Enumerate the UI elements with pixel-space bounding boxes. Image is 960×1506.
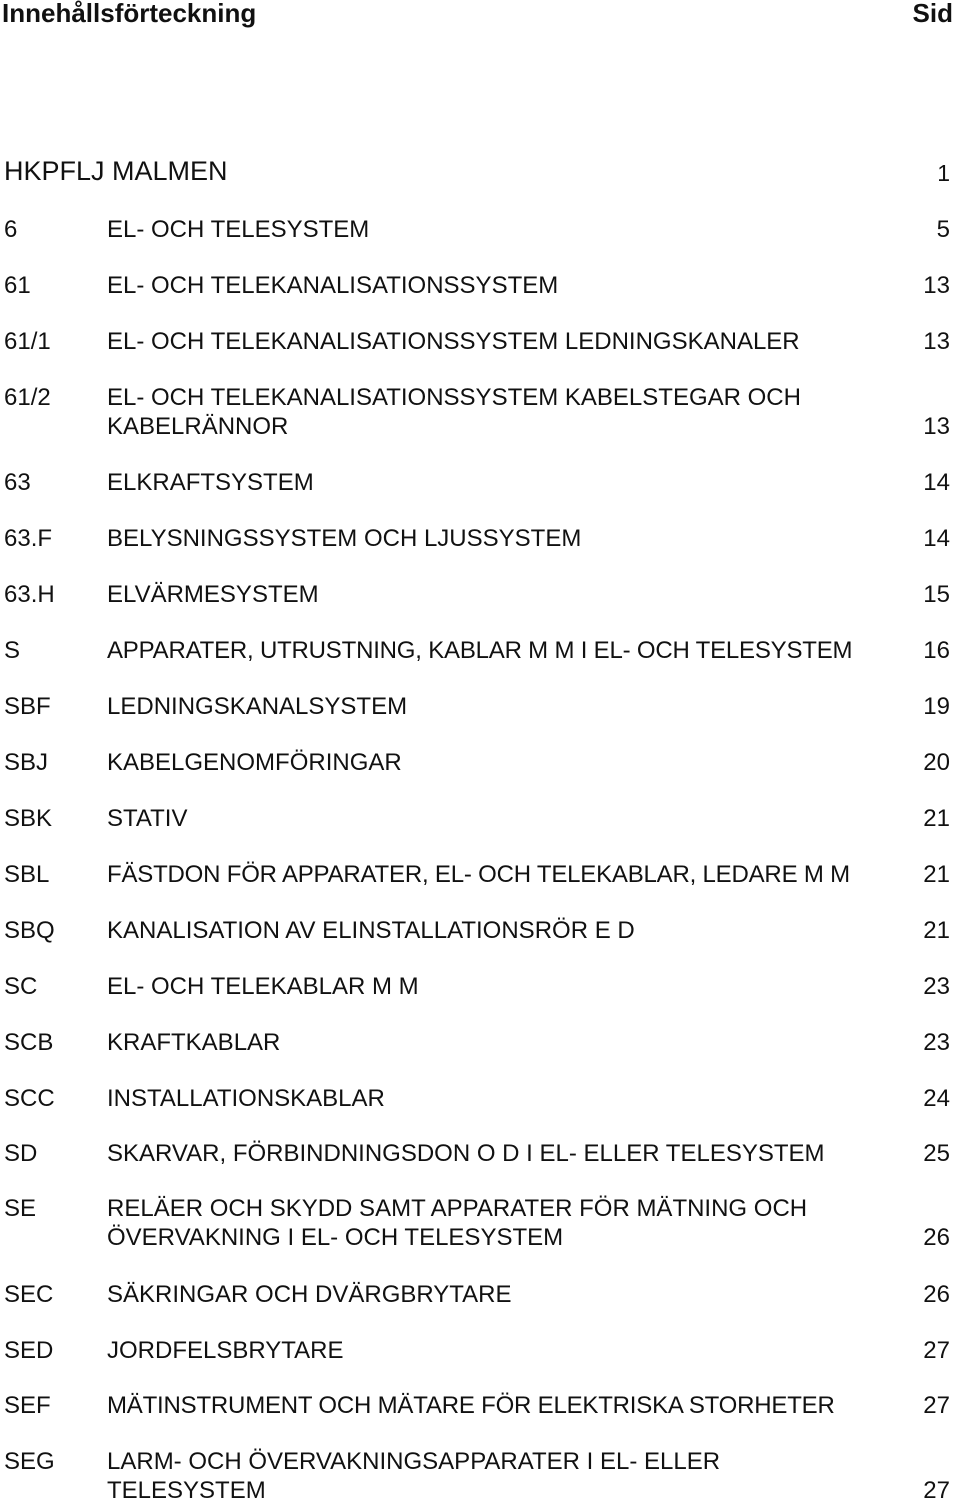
- toc-entry-code: 61: [4, 272, 31, 299]
- toc-entry-title: FÄSTDON FÖR APPARATER, EL- OCH TELEKABLAR, LEDARE M M: [107, 861, 850, 888]
- toc-entry-code: SCB: [4, 1029, 54, 1056]
- toc-entry-title: KABELGENOMFÖRINGAR: [107, 749, 402, 776]
- toc-entry-title-continued: KABELRÄNNOR: [107, 413, 289, 440]
- toc-entry-code: 63.F: [4, 525, 53, 552]
- toc-entry-code: SBF: [4, 693, 51, 720]
- toc-entry-code: 6: [4, 216, 18, 243]
- toc-entry-title: STATIV: [107, 805, 188, 832]
- toc-entry-page: 27: [923, 1337, 950, 1364]
- toc-entry-code: SE: [4, 1195, 37, 1222]
- toc-entry-title: HKPFLJ MALMEN: [4, 156, 228, 186]
- toc-entry-page: 13: [923, 413, 950, 440]
- toc-entry-code: SD: [4, 1140, 38, 1167]
- toc-entry-page: 13: [923, 272, 950, 299]
- toc-entry-title: EL- OCH TELEKANALISATIONSSYSTEM LEDNINGSKANALER: [107, 328, 800, 355]
- toc-entry-title: EL- OCH TELEKABLAR M M: [107, 973, 419, 1000]
- toc-entry-code: SEG: [4, 1448, 55, 1475]
- toc-entry-page: 24: [923, 1085, 950, 1112]
- toc-entry-title: KRAFTKABLAR: [107, 1029, 281, 1056]
- toc-entry-code: 63.H: [4, 581, 55, 608]
- toc-entry-code: SEC: [4, 1281, 54, 1308]
- toc-entry-code: SBJ: [4, 749, 49, 776]
- toc-entry-page: 25: [923, 1140, 950, 1167]
- toc-entry-code: SEF: [4, 1392, 51, 1419]
- toc-entry-title-continued: TELESYSTEM: [107, 1477, 266, 1504]
- toc-entry-code: SC: [4, 973, 38, 1000]
- toc-entry-title: EL- OCH TELESYSTEM: [107, 216, 370, 243]
- toc-entry-title: MÄTINSTRUMENT OCH MÄTARE FÖR ELEKTRISKA STORHETER: [107, 1392, 835, 1419]
- toc-entry-title: LEDNINGSKANALSYSTEM: [107, 693, 408, 720]
- toc-entry-page: 1: [937, 160, 950, 186]
- toc-entry-page: 19: [923, 693, 950, 720]
- toc-entry-page: 21: [923, 805, 950, 832]
- toc-entry-title: INSTALLATIONSKABLAR: [107, 1085, 385, 1112]
- toc-entry-title: BELYSNINGSSYSTEM OCH LJUSSYSTEM: [107, 525, 582, 552]
- toc-entry-page: 14: [923, 469, 950, 496]
- toc-entry-page: 5: [936, 216, 950, 243]
- toc-entry-code: SBK: [4, 805, 53, 832]
- toc-entry-title: SÄKRINGAR OCH DVÄRGBRYTARE: [107, 1281, 512, 1308]
- page-column-label: Sid: [912, 0, 953, 28]
- toc-entry-code: S: [4, 637, 21, 664]
- toc-entry-title-continued: ÖVERVAKNING I EL- OCH TELESYSTEM: [107, 1224, 564, 1251]
- toc-entry-page: 23: [923, 973, 950, 1000]
- toc-entry-code: SBQ: [4, 917, 55, 944]
- toc-entry-title: JORDFELSBRYTARE: [107, 1337, 344, 1364]
- toc-entry-title: KANALISATION AV ELINSTALLATIONSRÖR E D: [107, 917, 635, 944]
- toc-entry-page: 13: [923, 328, 950, 355]
- toc-entry-page: 26: [923, 1224, 950, 1251]
- toc-entry-page: 21: [923, 917, 950, 944]
- toc-entry-page: 26: [923, 1281, 950, 1308]
- toc-entry-title: RELÄER OCH SKYDD SAMT APPARATER FÖR MÄTNING OCH: [107, 1195, 808, 1222]
- toc-entry-code: SCC: [4, 1085, 55, 1112]
- toc-entry-page: 27: [923, 1477, 950, 1504]
- toc-entry-code: 61/1: [4, 328, 51, 355]
- toc-entry-title: LARM- OCH ÖVERVAKNINGSAPPARATER I EL- ELLER: [107, 1448, 721, 1475]
- toc-entry-page: 23: [923, 1029, 950, 1056]
- toc-entry-title: EL- OCH TELEKANALISATIONSSYSTEM KABELSTEGAR OCH: [107, 384, 801, 411]
- toc-entry-code: 61/2: [4, 384, 51, 411]
- toc-entry-title: ELVÄRMESYSTEM: [107, 581, 319, 608]
- toc-entry-title: EL- OCH TELEKANALISATIONSSYSTEM: [107, 272, 559, 299]
- toc-entry-title: ELKRAFTSYSTEM: [107, 469, 314, 496]
- toc-entry-page: 21: [923, 861, 950, 888]
- toc-entry-title: SKARVAR, FÖRBINDNINGSDON O D I EL- ELLER TELESYSTEM: [107, 1140, 825, 1167]
- toc-entry-page: 16: [923, 637, 950, 664]
- toc-entry-code: SED: [4, 1337, 54, 1364]
- toc-entry-page: 27: [923, 1392, 950, 1419]
- toc-entry-code: SBL: [4, 861, 50, 888]
- toc-entry-page: 14: [923, 525, 950, 552]
- toc-entry-title: APPARATER, UTRUSTNING, KABLAR M M I EL- OCH TELESYSTEM: [107, 637, 853, 664]
- page-title: Innehållsförteckning: [2, 0, 257, 28]
- toc-entry-code: 63: [4, 469, 31, 496]
- toc-entry-page: 20: [923, 749, 950, 776]
- toc-entry-page: 15: [923, 581, 950, 608]
